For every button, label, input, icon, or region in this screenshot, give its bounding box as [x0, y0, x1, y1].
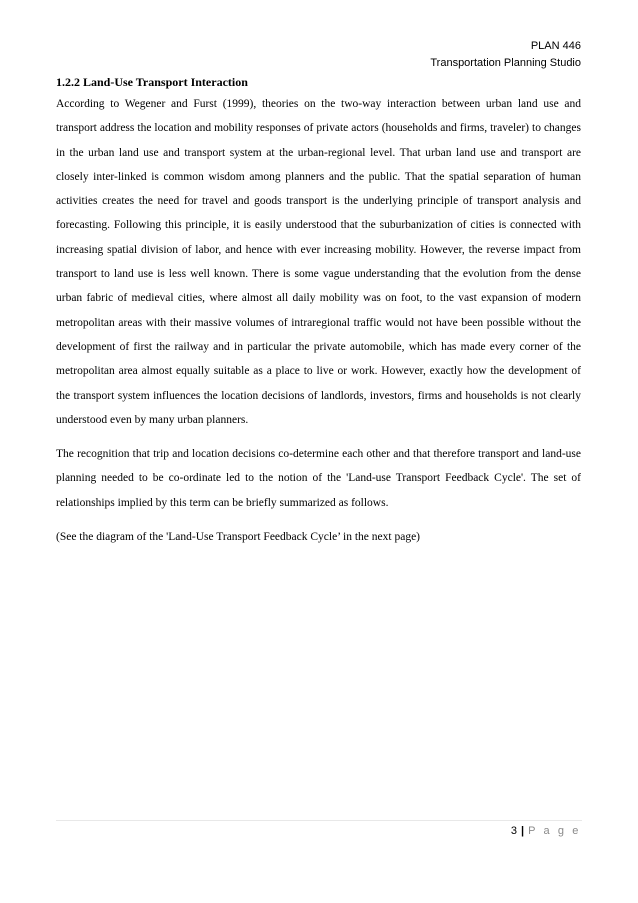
body-paragraph-2: The recognition that trip and location decisions co-determine each other and that therefore transport and land-use planning needed to be co-ordinate led to the notion of the 'Land-use Transport Feedback Cycle'. The set of relationships implied by this term can be briefly summarized as follows.	[56, 448, 581, 509]
page-label: P a g e	[528, 825, 581, 837]
footer-divider	[56, 820, 582, 821]
footer-separator: |	[521, 825, 525, 837]
body-paragraph-1: According to Wegener and Furst (1999), theories on the two-way interaction between urban land use and transport address the location and mobility responses of private actors (households and firms, traveler) to changes in the urban land use and transport system at the urban-regional level. That urban land use and transport are closely inter-linked is common wisdom among planners and the public. That the spatial separation of human activities creates the need for travel and goods transport is the underlying principle of transport analysis and forecasting. Following this principle, it is easily understood that the suburbanization of cities is connected with increasing spatial division of labor, and hence with ever increasing mobility. However, the reverse impact from transport to land use is less well known. There is some vague understanding that the evolution from the dense urban fabric of medieval cities, where almost all daily mobility was on foot, to the vast expansion of modern metropolitan areas with their massive volumes of intraregional traffic would not have been possible without the development of first the railway and in particular the private automobile, which has made every corner of the metropolitan area almost equally suitable as a place to live or work. However, exactly how the development of the transport system influences the location decisions of landlords, investors, firms and households is not clearly understood even by many urban planners.	[56, 98, 581, 426]
course-subtitle: Transportation Planning Studio	[430, 57, 581, 69]
page-header	[430, 38, 581, 72]
page-number: 3	[510, 825, 518, 837]
diagram-note: (See the diagram of the 'Land-Use Transport Feedback Cycle’ in the next page)	[56, 531, 420, 544]
page-footer	[511, 823, 581, 839]
section-heading: 1.2.2 Land-Use Transport Interaction	[56, 75, 248, 89]
main-content	[56, 72, 581, 549]
course-code: PLAN 446	[530, 40, 581, 52]
